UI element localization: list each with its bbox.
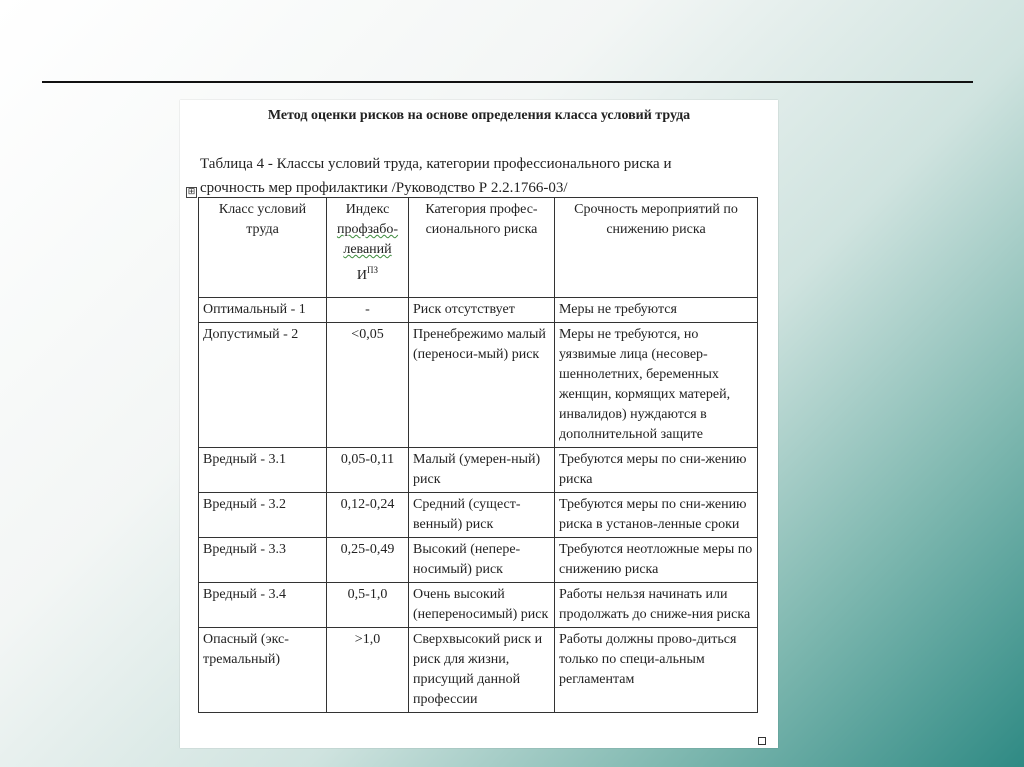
table-resize-handle-icon[interactable] <box>758 737 766 745</box>
cell-index: 0,5-1,0 <box>327 583 409 628</box>
cell-index: 0,25-0,49 <box>327 538 409 583</box>
cell-urgency: Работы должны прово-диться только по специ-альным регламентам <box>555 628 758 713</box>
header-index-line3: леваний <box>343 242 392 257</box>
table-row <box>199 583 758 628</box>
risk-class-table <box>198 197 758 713</box>
table-row <box>199 323 758 448</box>
document-title: Метод оценки рисков на основе определения класса условий труда <box>267 108 691 123</box>
cell-class: Вредный - 3.1 <box>199 448 327 493</box>
cell-urgency: Меры не требуются, но уязвимые лица (несовер-шеннолетних, беременных женщин, кормящих матерей, инвалидов) нуждаются в дополнительной защите <box>555 323 758 448</box>
cell-class: Вредный - 3.4 <box>199 583 327 628</box>
cell-class: Вредный - 3.2 <box>199 493 327 538</box>
cell-urgency: Требуются меры по сни-жению риска в установ-ленные сроки <box>555 493 758 538</box>
cell-index: - <box>327 298 409 323</box>
cell-urgency: Меры не требуются <box>555 298 758 323</box>
cell-index: <0,05 <box>327 323 409 448</box>
cell-class: Оптимальный - 1 <box>199 298 327 323</box>
cell-urgency: Требуются меры по сни-жению риска <box>555 448 758 493</box>
caption-line-2: срочность мер профилактики /Руководство Р 2.2.1766-03/ <box>200 180 568 196</box>
table-row <box>199 448 758 493</box>
table-header-row <box>199 198 758 298</box>
table-row <box>199 538 758 583</box>
cell-index: >1,0 <box>327 628 409 713</box>
header-index-line2: профзабо- <box>336 222 399 237</box>
caption-line-1: Таблица 4 - Классы условий труда, категории профессионального риска и <box>200 156 672 172</box>
table-move-handle-icon[interactable]: ⊞ <box>187 187 196 197</box>
header-index-sup: ПЗ <box>367 265 379 275</box>
table-row <box>199 628 758 713</box>
cell-class: Опасный (экс-тремальный) <box>199 628 327 713</box>
header-index-line1: Индекс <box>345 202 390 217</box>
cell-category: Пренебрежимо малый (переноси-мый) риск <box>409 323 555 448</box>
table-caption <box>200 152 760 200</box>
cell-category: Очень высокий (непереносимый) риск <box>409 583 555 628</box>
header-index <box>327 198 409 298</box>
table-row <box>199 298 758 323</box>
cell-category: Малый (умерен-ный) риск <box>409 448 555 493</box>
table-row <box>199 493 758 538</box>
header-class: Класс условий труда <box>199 198 327 298</box>
document-page <box>180 100 778 748</box>
slide-divider-line <box>42 81 973 83</box>
cell-category: Средний (сущест-венный) риск <box>409 493 555 538</box>
cell-index: 0,05-0,11 <box>327 448 409 493</box>
cell-category: Высокий (непере-носимый) риск <box>409 538 555 583</box>
header-urgency: Срочность мероприятий по снижению риска <box>555 198 758 298</box>
cell-category: Сверхвысокий риск и риск для жизни, присущий данной профессии <box>409 628 555 713</box>
cell-urgency: Работы нельзя начинать или продолжать до сниже-ния риска <box>555 583 758 628</box>
cell-category: Риск отсутствует <box>409 298 555 323</box>
cell-urgency: Требуются неотложные меры по снижению риска <box>555 538 758 583</box>
cell-class: Допустимый - 2 <box>199 323 327 448</box>
header-category: Категория профес-сионального риска <box>409 198 555 298</box>
cell-class: Вредный - 3.3 <box>199 538 327 583</box>
header-index-symbol: И <box>356 268 368 283</box>
cell-index: 0,12-0,24 <box>327 493 409 538</box>
